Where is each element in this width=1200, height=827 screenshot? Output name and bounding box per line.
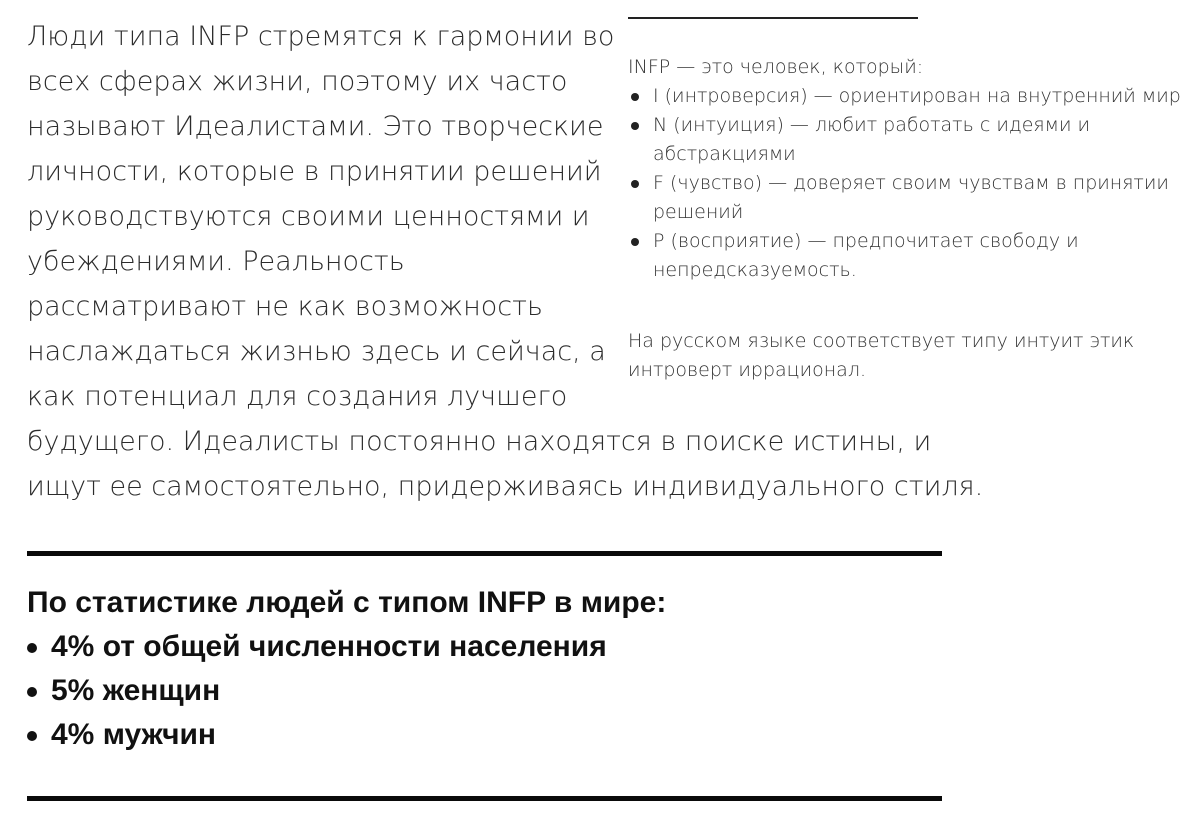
paragraph-line: Люди типа INFP стремятся к гармонии во: [27, 21, 615, 52]
stats-heading: По статистике людей с типом INFP в мире:: [27, 586, 667, 619]
paragraph-line: рассматривают не как возможность: [27, 291, 543, 322]
paragraph-line: убеждениями. Реальность: [27, 246, 405, 277]
stats-list: [27, 625, 607, 757]
list-item: F (чувство) — доверяет своим чувствам в принятии решений: [628, 169, 1188, 227]
paragraph-line: называют Идеалистами. Это творческие: [27, 111, 604, 142]
list-item: N (интуиция) — любит работать с идеями и абстракциями: [628, 111, 1188, 169]
paragraph-line: как потенциал для создания лучшего: [27, 381, 568, 412]
paragraph-line: будущего. Идеалисты постоянно находятся в поиске истины, и: [27, 426, 932, 457]
section-divider: [27, 796, 942, 801]
list-item: 4% от общей численности населения: [27, 625, 607, 669]
list-item: I (интроверсия) — ориентирован на внутренний мир: [628, 82, 1188, 111]
paragraph-line: наслаждаться жизнью здесь и сейчас, а: [27, 336, 606, 367]
aside-intro: INFP — это человек, который:: [628, 56, 924, 78]
paragraph-line: личности, которые в принятии решений: [27, 156, 602, 187]
main-paragraph: [27, 14, 983, 509]
paragraph-line: ищут ее самостоятельно, придерживаясь индивидуального стиля.: [27, 471, 984, 502]
paragraph-line: руководствуются своими ценностями и: [27, 201, 590, 232]
list-item: P (восприятие) — предпочитает свободу и непредсказуемость.: [628, 227, 1188, 285]
section-divider: [27, 551, 942, 556]
aside-note: На русском языке соответствует типу интуит этик интроверт иррационал.: [628, 330, 1135, 381]
paragraph-line: всех сферах жизни, поэтому их часто: [27, 66, 568, 97]
list-item: 5% женщин: [27, 669, 607, 713]
list-item: 4% мужчин: [27, 713, 607, 757]
